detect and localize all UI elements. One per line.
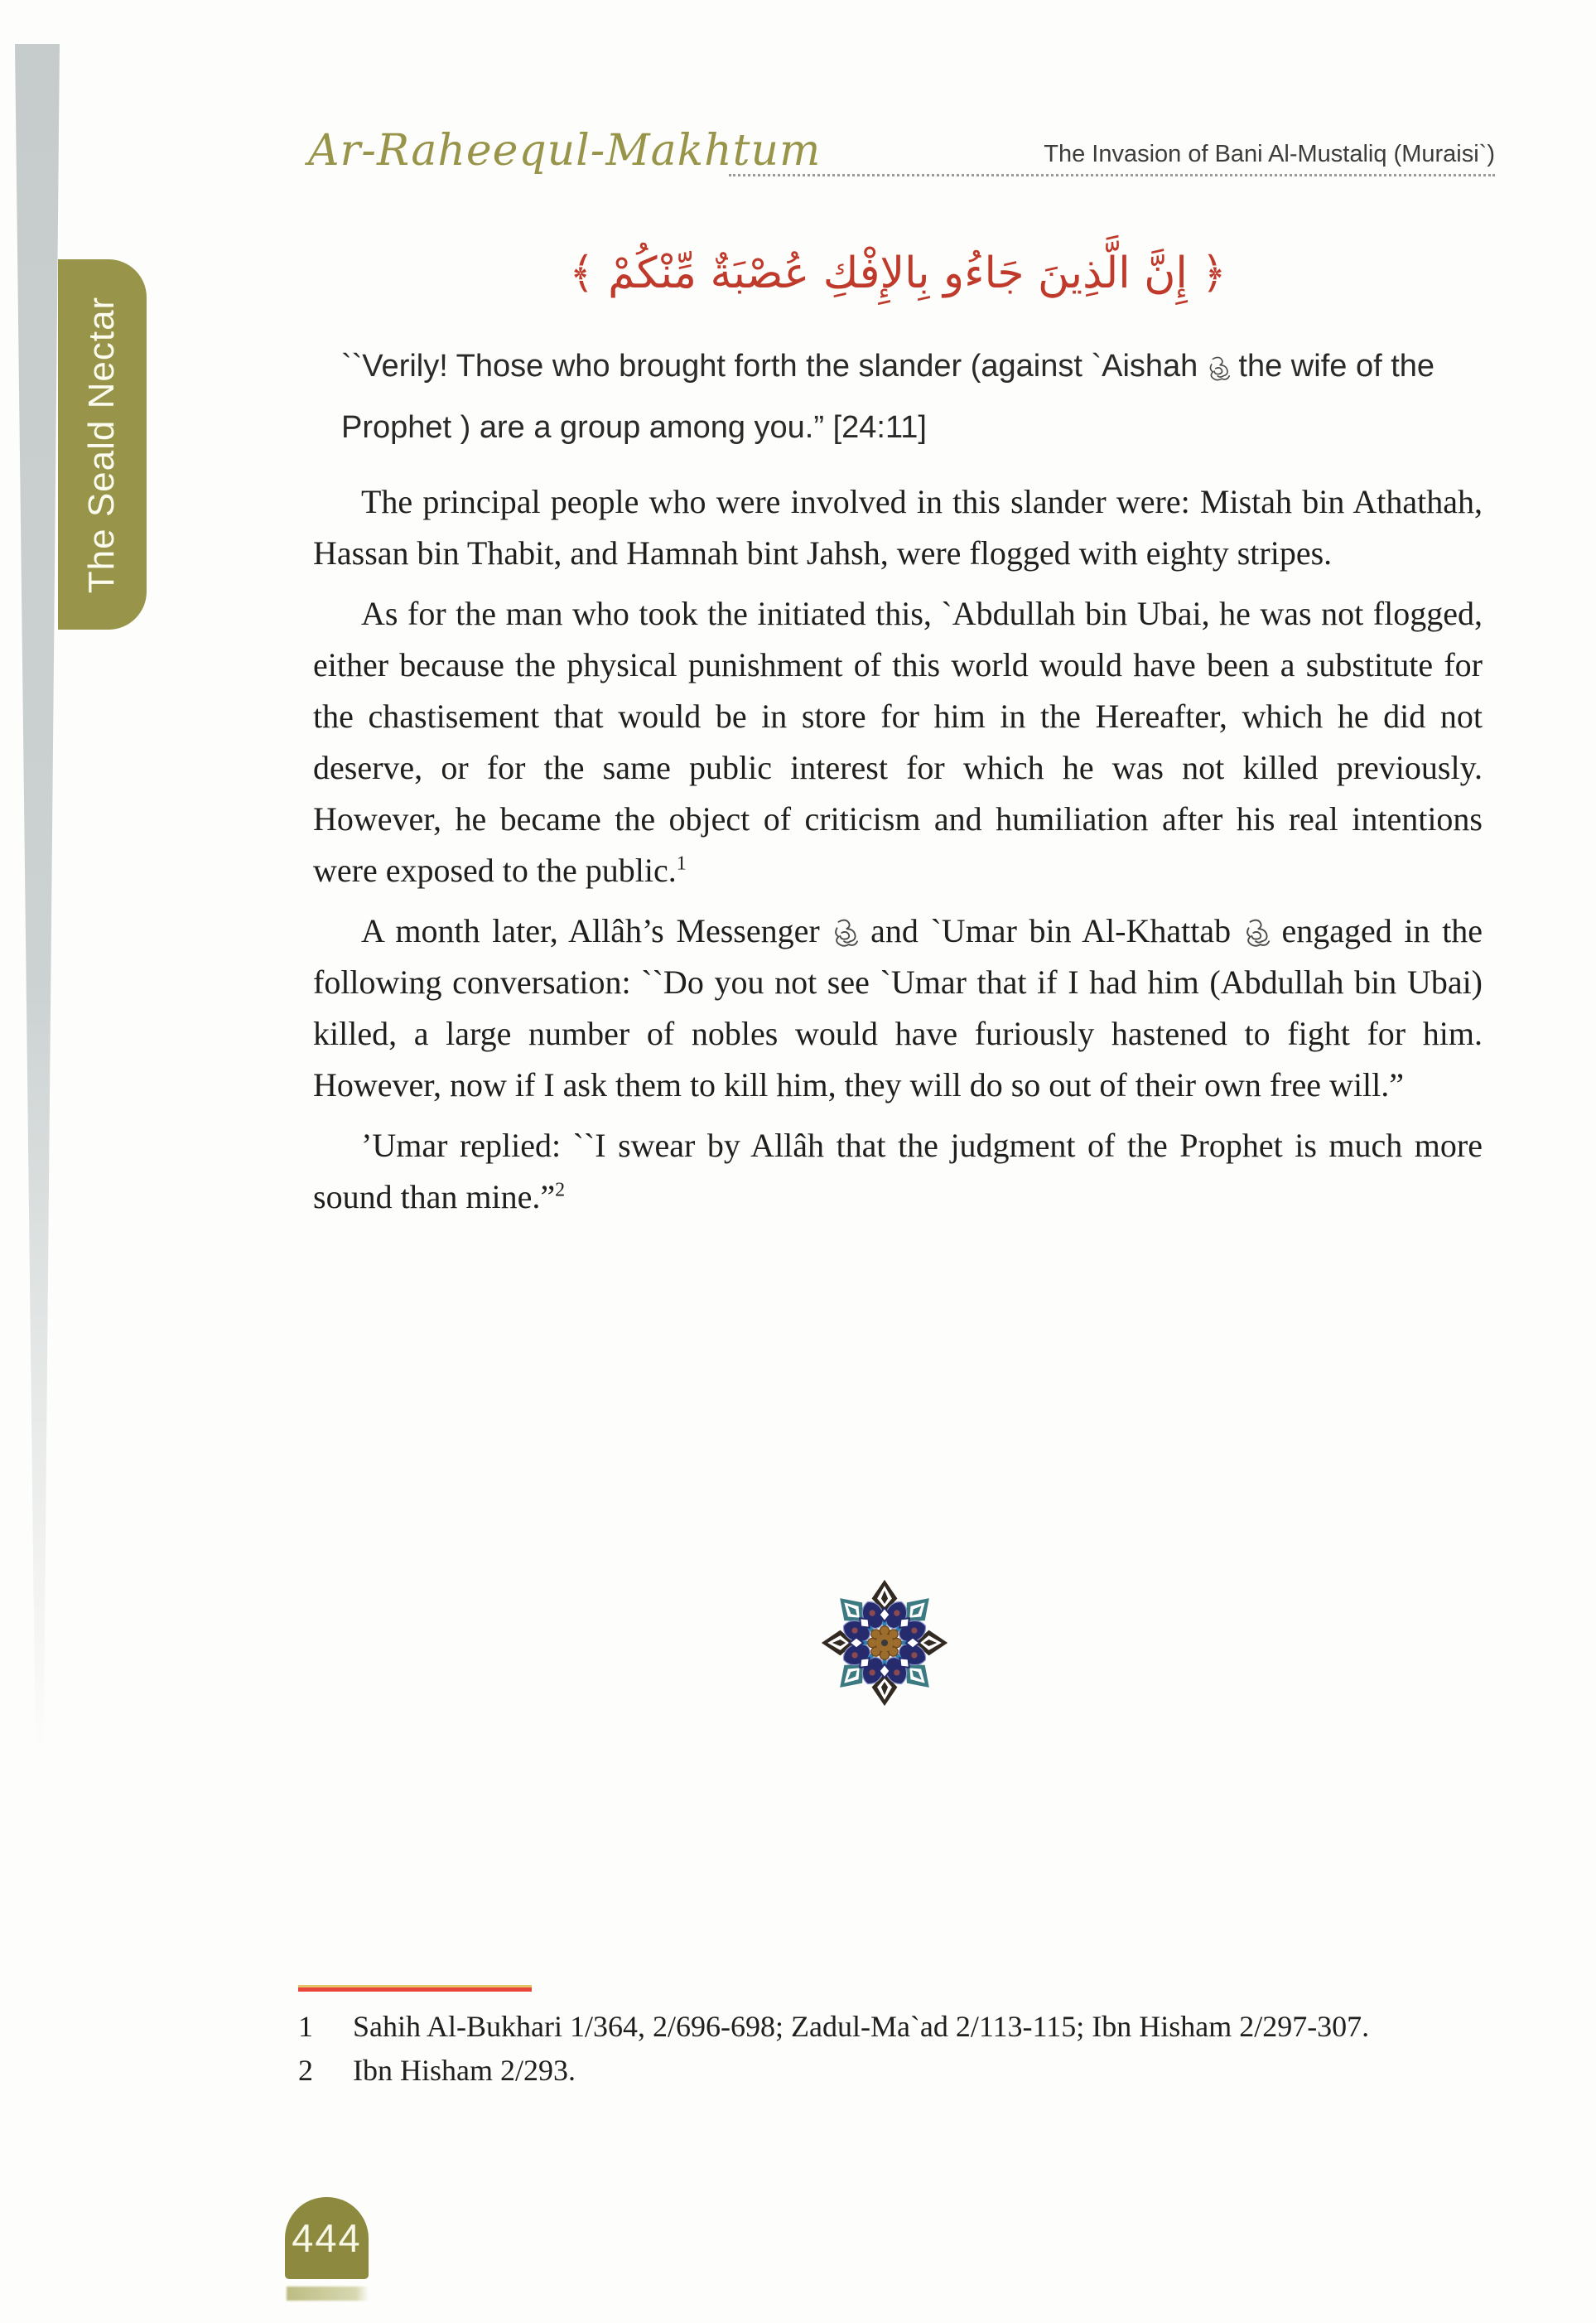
footnote-1 [298, 2005, 1375, 2049]
footnote-2-number: 2 [298, 2054, 313, 2087]
page-spine-shadow [15, 44, 60, 1751]
chapter-title: The Invasion of Bani Al-Mustaliq (Muraisi`) [1044, 141, 1495, 167]
book-title-script: Ar-Raheequl-Makhtum [308, 126, 822, 176]
footnote-1-number: 1 [298, 2010, 313, 2043]
paragraph-1: The principal people who were involved in this slander were: Mistah bin Athathah, Hassan bin Thabit, and Hamnah bint Jahsh, were flogged with eighty stripes. [313, 483, 1483, 572]
footnote-ref-2: 2 [555, 1179, 566, 1201]
header-dotted-rule [729, 174, 1495, 176]
radi-allahu-anhu-icon [1243, 917, 1270, 947]
paragraph-3-part2: and `Umar bin Al-Khattab [870, 912, 1232, 949]
sallallahu-alayhi-wasallam-icon [832, 917, 858, 947]
paragraph-4-text: ’Umar replied: ``I swear by Allâh that the judgment of the Prophet is much more sound than mine.” [313, 1127, 1483, 1215]
verse-translation-part1: ``Verily! Those who brought forth the slander (against `Aishah [341, 349, 1198, 384]
paragraph-2-text: As for the man who took the initiated this, `Abdullah bin Ubai, he was not flogged, either because the physical punishment of this world would have been a substitute for the chastisement that would be in store for him in the Hereafter, which he did not deserve, or for the same public interest for which he was not killed previously. However, he became the object of criticism and humiliation after his real intentions were exposed to the public. [313, 595, 1483, 889]
verse-translation-part2: the wife of the Prophet ) are a group among you.” [341, 349, 1435, 445]
paragraph-3 [313, 906, 1483, 1111]
paragraph-4 [313, 1120, 1483, 1223]
paragraph-2 [313, 588, 1483, 896]
body-text-column [313, 476, 1483, 1232]
page-number-tab-reflection [287, 2287, 369, 2301]
page-number: 444 [292, 2216, 362, 2260]
page-number-tab [285, 2197, 369, 2279]
side-tab [58, 259, 147, 630]
footnote-ref-1: 1 [676, 852, 687, 875]
paragraph-3-part1: A month later, Allâh’s Messenger [361, 912, 820, 949]
paragraph-3-part3: engaged in the following conversation: ``Do you not see `Umar that if I had him (Abdullah bin Ubai) killed, a large number of nobles would have furiously hastened to fight for him. However, now if I ask them to kill him, they will do so out of their own free will.” [313, 912, 1483, 1104]
footnotes [298, 2005, 1375, 2093]
footnote-1-text: Sahih Al-Bukhari 1/364, 2/696-698; Zadul-Ma`ad 2/113-115; Ibn Hisham 2/297-307. [353, 2010, 1370, 2043]
footnote-2 [298, 2049, 1375, 2093]
verse-translation [341, 336, 1451, 458]
footnote-2-text: Ibn Hisham 2/293. [353, 2054, 576, 2087]
radi-allahu-anha-icon [1207, 355, 1230, 381]
quran-verse-arabic: ﴿ إِنَّ الَّذِينَ جَاءُو بِالإِفْكِ عُصْبَةٌ مِّنْكُمْ ﴾ [569, 249, 1227, 298]
side-tab-label: The Seald Nectar [81, 296, 123, 593]
footnote-separator [298, 1985, 532, 1992]
islamic-rosette-ornament [817, 1576, 952, 1710]
verse-reference: [24:11] [832, 410, 927, 445]
